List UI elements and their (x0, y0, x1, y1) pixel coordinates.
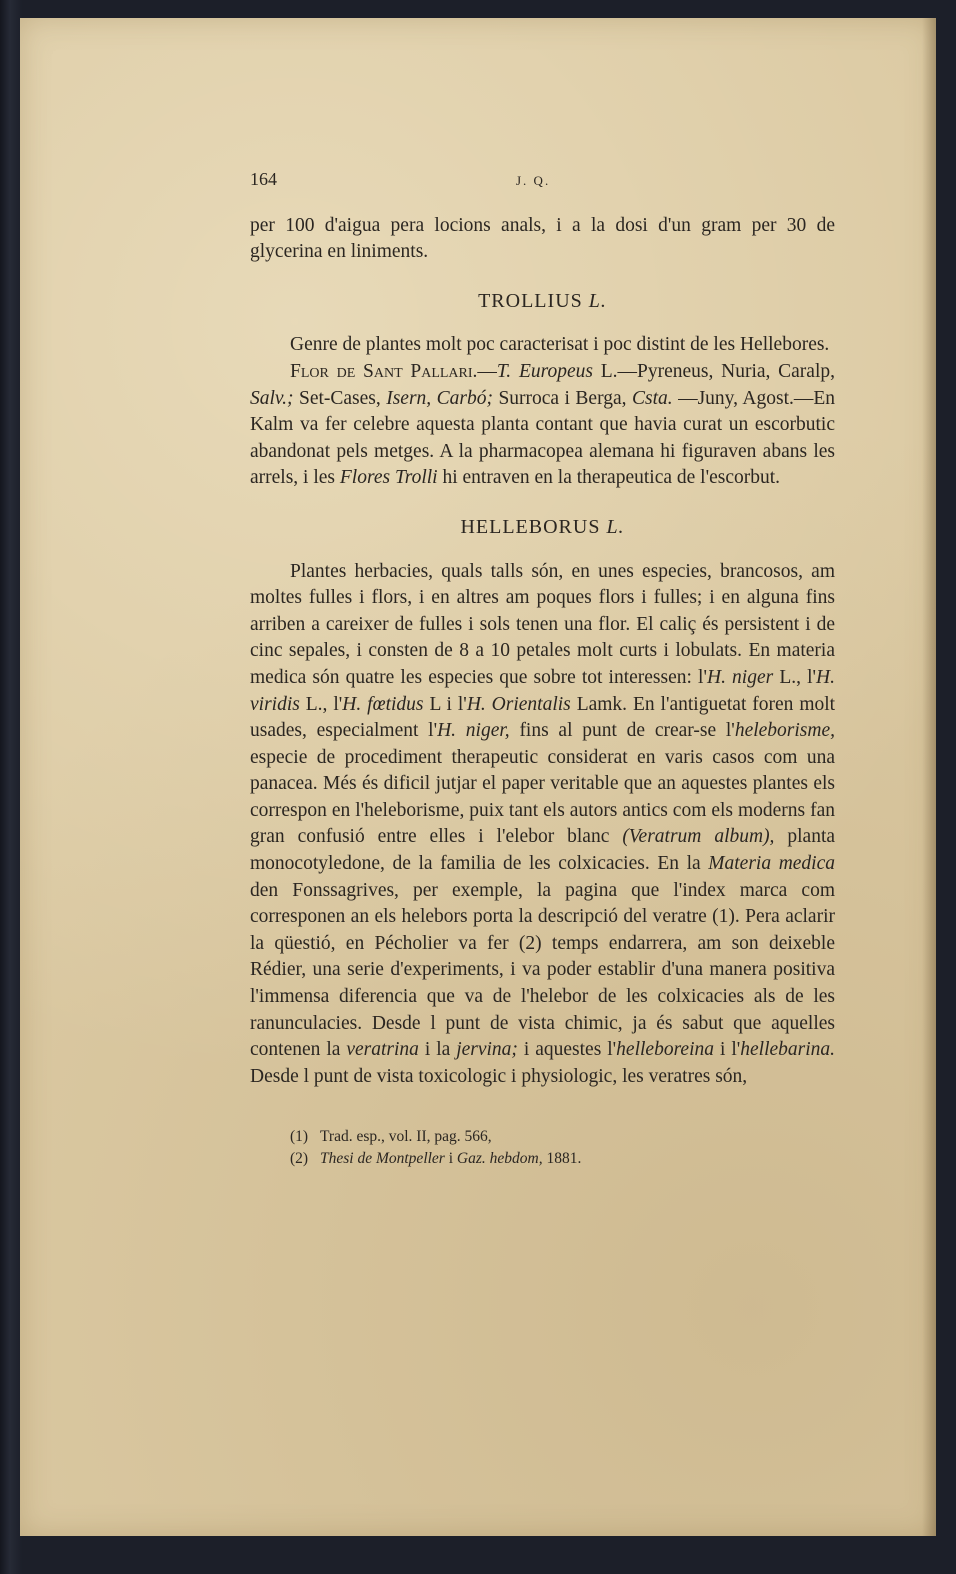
footnote-italic: Thesi de Montpeller (320, 1150, 445, 1168)
text-run: i la (424, 1039, 451, 1061)
trollius-text-1: —Juny, Agost.—En Kalm va fer celebre aquesta planta contant que havia curat un escorbutic abandonat pels metges. A la pharmacopea alemana hi figuraven abans les arrels, i les (250, 387, 836, 489)
footnote-mark: (1) (290, 1128, 309, 1146)
helleborus-heading (250, 514, 835, 541)
species-author: L., (305, 693, 328, 715)
species-epithet: Europeus (518, 360, 593, 382)
footnote-2 (290, 1148, 835, 1170)
term-veratrina: veratrina (346, 1039, 419, 1061)
footnote-mark: (2) (290, 1150, 309, 1168)
article: l' (333, 693, 343, 715)
species-name: H. Orientalis (466, 693, 571, 715)
text-run: i aquestes (523, 1039, 602, 1061)
author-initials: J. Q. (516, 173, 551, 188)
text-run: Plantes herbacies, quals talls són, en unes especies, brancosos, am moltes fulles i flors, i en altres am poques flors i fulles; i en alguna fins arriben a careixer de fulles i sols tenen una flor. El caliç és persistent i de cinc sepales, i consten de 8 a 10 petales molt curts i lobulats. En materia medica són quatre les especies que sobre tot interessen: (250, 560, 835, 688)
collector-2: Isern, Carbó; (386, 387, 493, 409)
species-author: L. (600, 360, 618, 382)
article: l' (731, 1039, 741, 1061)
trollius-heading (250, 288, 835, 315)
range-1: —Pyreneus, Nuria, Caralp, (617, 360, 835, 382)
collector-3: Csta. (631, 387, 673, 409)
text-run: den Fonssagrives, per exemple, la pagina que l'index marca com corresponen an els helebors porta la descripció del veratre (1). Pera aclarir la qüestió, en Pécholier va fer (2) temps endarrera, am son deixeble Rédier, una serie d'experiments, i va poder establir d'una manera positiva l'immensa diferencia que va de l'helebor de les colxicacies als de les ranunculacies. Desde l punt de vista chimic, ja és sabut que aquelles contenen la (250, 879, 835, 1061)
page-number: 164 (250, 169, 277, 189)
footnote-text: Trad. esp., vol. II, pag. 566, (320, 1128, 492, 1146)
veratrum-album: (Veratrum album), (622, 826, 775, 848)
term-helleboreina: helleboreina (616, 1039, 715, 1061)
text-run: especie de procediment therapeutic considerat en varis casos com una panacea. Més és dificil jutjar el paper veritable que an aquestes plantes els correspon en l'heleborisme, puix tant els autors antics com els moderns fan gran confusió entre elles i l'elebor blanc (250, 746, 835, 848)
flores-trolli: Flores Trolli (339, 467, 438, 489)
trollius-heading-name: TROLLIUS (478, 289, 583, 312)
term-heleborisme: heleborisme, (734, 720, 836, 742)
species-author: L., (779, 666, 801, 688)
trollius-intro: Genre de plantes molt poc caracterisat i poc distint de les Hellebores. (290, 334, 830, 356)
collector-1: Salv.; (250, 387, 294, 409)
footnote-end: 1881. (546, 1150, 582, 1168)
helleborus-heading-name: HELLEBORUS (460, 515, 601, 538)
text-run: fins al punt de crear-se (519, 720, 717, 742)
species-name: H. niger, (437, 720, 510, 742)
species-name: H. viridis (250, 666, 836, 715)
term-hellebarina: hellebarina. (740, 1039, 836, 1061)
trollius-species-paragraph (250, 359, 835, 492)
footnote-italic-2: Gaz. hebdom, (456, 1150, 543, 1168)
text-run: En l'antiguetat foren molt usades, especialment (250, 693, 836, 742)
species-author: Lamk. (576, 693, 628, 715)
dash: — (477, 360, 497, 382)
footnote-1 (290, 1126, 835, 1148)
running-head (250, 166, 835, 195)
article: l' (428, 720, 438, 742)
article: l' (607, 1039, 617, 1061)
article: l' (698, 666, 707, 688)
flor-label: Flor de Sant Pallari. (290, 360, 478, 382)
text-run: i (719, 1039, 726, 1061)
genus-abbr: T. (496, 360, 512, 382)
species-author: L i (429, 693, 452, 715)
trollius-text-2: hi entraven en la therapeutica de l'escorbut. (442, 467, 781, 489)
helleborus-paragraph (250, 559, 835, 1091)
materia-medica-title: Materia medica (708, 853, 835, 875)
footnote-plain: i (448, 1150, 454, 1168)
continuation-paragraph: per 100 d'aigua pera locions anals, i a la dosi d'un gram per 30 de glycerina en liniments. (250, 214, 835, 263)
text-run: Desde l punt de vista toxicologic i physiologic, les veratres són, (250, 1065, 748, 1087)
species-name: H. fœtidus (342, 693, 424, 715)
range-2: Set-Cases, (298, 387, 381, 409)
text-block (250, 166, 835, 1170)
article: l' (725, 720, 735, 742)
article: l' (807, 666, 817, 688)
range-3: Surroca i Berga, (498, 387, 627, 409)
footnotes (250, 1126, 835, 1170)
text-run: planta monocotyledone, de la familia de les colxicacies. En la (250, 826, 836, 875)
species-name: H. niger (706, 666, 774, 688)
trollius-heading-author: L. (588, 289, 607, 312)
article: l' (457, 693, 467, 715)
page-gutter-shadow (922, 18, 936, 1536)
footnote-text (320, 1148, 581, 1170)
helleborus-heading-author: L. (606, 515, 625, 538)
term-jervina: jervina; (456, 1039, 518, 1061)
